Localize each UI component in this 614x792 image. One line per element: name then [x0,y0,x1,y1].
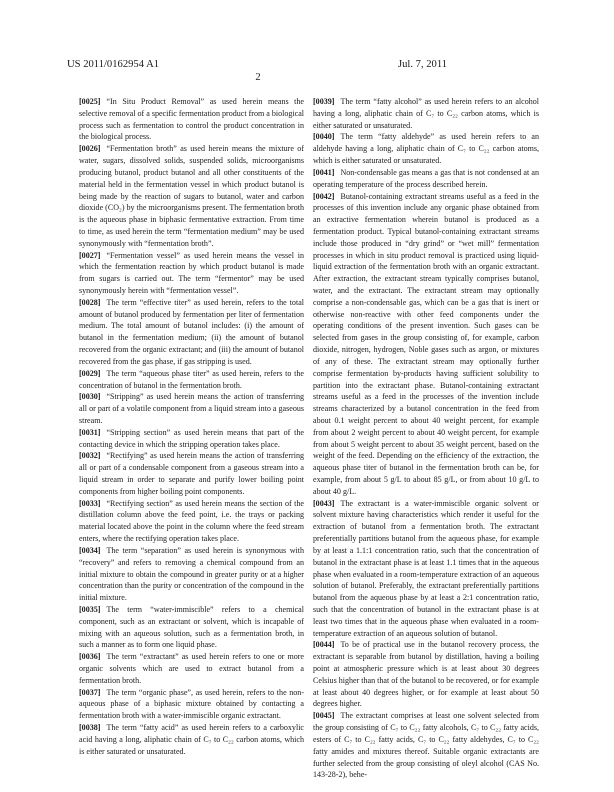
paragraph-number: [0044] [313,640,335,650]
paragraph-text: The term “effective titer” as used herein, refers to the total amount of butanol produced by fermentation per liter of fermentation medium. The total amount of butanol includes: (i) the amount of butanol in the fermentation medium; (ii) the amount of butanol recovered from the organic extractant; and (iii) the amount of butanol recovered from the gas phase, if gas stripping is used. [79,297,304,366]
paragraph-number: [0026] [79,144,101,154]
paragraph [313,191,539,498]
paragraph-number: [0036] [79,652,101,662]
paragraph-number: [0030] [79,392,101,402]
paragraph [79,687,304,722]
paragraph [79,143,304,249]
paragraph-number: [0032] [79,451,101,461]
paragraph [313,167,539,191]
paragraph [79,722,304,757]
paragraph-number: [0027] [79,250,101,260]
publication-number: US 2011/0162954 A1 [67,59,160,70]
paragraph-number: [0045] [313,711,335,721]
paragraph-text: The extractant is a water-immiscible organic solvent or solvent mixture having characteristics which render it useful for the extraction of butanol from a fermentation broth. The extractant preferentially partitions butanol from the aqueous phase, for example by at least a 1.1:1 concentration ratio, such that the concentration of butanol in the extractant phase is at least 1.1 times that in the aqueous phase when evaluated in a room-temperature extraction of an aqueous solution of butanol. Preferably, the extractant preferentially partitions butanol from the aqueous phase by at least a 2:1 concentration ratio, such that the concentration of butanol in the extractant phase is at least two times that in the aqueous phase when evaluated in a room-temperature extraction of an aqueous solution of butanol. [313,498,539,638]
page-number: 2 [255,72,261,83]
paragraph [313,131,539,166]
paragraph [79,545,304,604]
paragraph [313,96,539,131]
paragraph [313,710,539,781]
paragraph-number: [0033] [79,498,101,508]
paragraph-number: [0034] [79,545,101,555]
paragraph-text: The term “aqueous phase titer” as used herein, refers to the concentration of butanol in the fermentation broth. [79,368,304,390]
paragraph [79,391,304,426]
paragraph-number: [0042] [313,191,335,201]
paragraph-text: The term “separation” as used herein is synonymous with “recovery” and refers to removing a chemical compound from an initial mixture to obtain the compound in greater purity or at a higher concentration than the purity or concentration of the compound in the initial mixture. [79,545,304,603]
paragraph-number: [0043] [313,498,335,508]
paragraph [79,297,304,368]
paragraph-number: [0038] [79,723,101,733]
paragraph [79,96,304,143]
paragraph-text: The term “fatty acid” as used herein refers to a carboxylic acid having a long, aliphatic chain of C₇ to C₂₂ carbon atoms, which is either saturated or unsaturated. [79,723,304,756]
right-column [313,96,539,781]
paragraph-number: [0041] [313,167,335,177]
paragraph [313,639,539,710]
paragraph [79,250,304,297]
paragraph-text: To be of practical use in the butanol recovery process, the extractant is separable from butanol by distillation, having a boiling point at atmospheric pressure which is at least about 30 degrees Celsius higher than that of the butanol to be recovered, or for example at least about 40 degrees higher, or for example at least about 50 degrees higher. [313,640,539,709]
paragraph-text: “Rectifying” as used herein means the action of transferring all or part of a condensable component from a gaseous stream into a liquid stream in order to separate and purify lower boiling point components from higher boiling point components. [79,451,304,496]
paragraph-text: “In Situ Product Removal” as used herein means the selective removal of a specific fermentation product from a biological process such as fermentation to control the product concentration in the biological process. [79,97,304,142]
paragraph-number: [0025] [79,97,101,106]
paragraph-text: Non-condensable gas means a gas that is not condensed at an operating temperature of the process described herein. [313,167,539,189]
paragraph [313,498,539,640]
paragraph-number: [0035] [79,604,101,614]
publication-date: Jul. 7, 2011 [398,59,448,70]
paragraph-text: The term “organic phase”, as used herein, refers to the non-aqueous phase of a biphasic mixture obtained by contacting a fermentation broth with a water-immiscible organic extractant. [79,687,304,721]
paragraph-number: [0037] [79,687,101,697]
paragraph-text: “Fermentation vessel” as used herein means the vessel in which the fermentation reaction by which product butanol is made from sugars is carried out. The term “fermentor” may be used synonymously herein with “fermentation vessel”. [79,250,304,295]
paragraph-number: [0028] [79,297,101,307]
paragraph-number: [0039] [313,97,335,106]
paragraph-text: The extractant comprises at least one solvent selected from the group consisting of C₇ to C₂₂ fatty alcohols, C₇ to C₂₂ fatty acids, esters of C₇ to C₂₂ fatty acids, C₇ to C₂₂ fatty aldehydes, C₇ to C₂₂ fatty amides and mixtures thereof. Suitable organic extractants are further selected from the group consisting of oleyl alcohol (CAS No. 143-28-2), behe- [313,711,539,780]
paragraph-text: Butanol-containing extractant streams useful as a feed in the processes of this invention include any organic phase obtained from an extractive fermentation wherein butanol is produced as a fermentation product. Typical butanol-containing extractant streams include those produced in “dry grind” or “wet mill” fermentation processes in which in situ product removal is practiced using liquid-liquid extraction of the fermentation broth with an organic extractant. After extraction, the extractant stream typically comprises butanol, water, and the extractant. The extractant stream may optionally comprise a non-condensable gas, which can be a gas that is inert or otherwise non-reactive with other feed components under the operating conditions of the present invention. Such gases can be selected from gases in the group consisting of, for example, carbon dioxide, nitrogen, hydrogen, Noble gases such as argon, or mixtures of any of these. The extractant stream may optionally further comprise fermentation by-products having sufficient solubility to partition into the extractant phase. Butanol-containing extractant streams useful as a feed in the processes of the invention include streams characterized by a butanol concentration in the feed from about 0.1 weight percent to about 40 weight percent, for example from about 2 weight percent to about 40 weight percent, for example from about 5 weight percent to about 35 weight percent, based on the weight of the feed. Depending on the efficiency of the extraction, the aqueous phase titer of butanol in the fermentation broth can be, for example, from about 5 g/L to about 85 g/L, or from about 10 g/L to about 40 g/L. [313,191,539,496]
paragraph-text: “Rectifying section” as used herein means the section of the distillation column above the feed point, i.e. the trays or packing material located above the point in the column where the feed stream enters, where the rectifying operation takes place. [79,498,304,544]
paragraph [79,604,304,651]
paragraph [79,427,304,451]
paragraph-number: [0031] [79,427,101,437]
paragraph-number: [0029] [79,368,101,378]
paragraph-number: [0040] [313,132,335,142]
left-column [79,96,304,758]
paragraph [79,450,304,497]
paragraph [79,498,304,545]
paragraph-text: “Stripping section” as used herein means that part of the contacting device in which the stripping operation takes place. [79,427,304,449]
paragraph-text: “Stripping” as used herein means the action of transferring all or part of a volatile component from a liquid stream into a gaseous stream. [79,392,304,425]
paragraph-text: The term “extractant” as used herein refers to one or more organic solvents which are used to extract butanol from a fermentation broth. [79,652,304,685]
paragraph [79,368,304,392]
paragraph-text: The term “water-immiscible” refers to a chemical component, such as an extractant or solvent, which is incapable of mixing with an aqueous solution, such as a fermentation broth, in such a manner as to form one liquid phase. [79,604,304,650]
paragraph [79,651,304,686]
paragraph-text: The term “fatty aldehyde” as used herein refers to an aldehyde having a long, aliphatic chain of C₇ to C₂₂ carbon atoms, which is either saturated or unsaturated. [313,132,539,166]
paragraph-text: The term “fatty alcohol” as used herein refers to an alcohol having a long, aliphatic chain of C₇ to C₂₂ carbon atoms, which is either saturated or unsaturated. [313,97,539,130]
paragraph-text: “Fermentation broth” as used herein means the mixture of water, sugars, dissolved solids, suspended solids, microorganisms producing butanol, product butanol and all other constituents of the material held in the fermentation vessel in which product butanol is being made by the reaction of sugars to butanol, water and carbon dioxide (CO₂) by the microorganisms present. The fermentation broth is the aqueous phase in biphasic fermentative extraction. From time to time, as used herein the term “fermentation medium” may be used synonymously with “fermentation broth”. [79,144,304,248]
